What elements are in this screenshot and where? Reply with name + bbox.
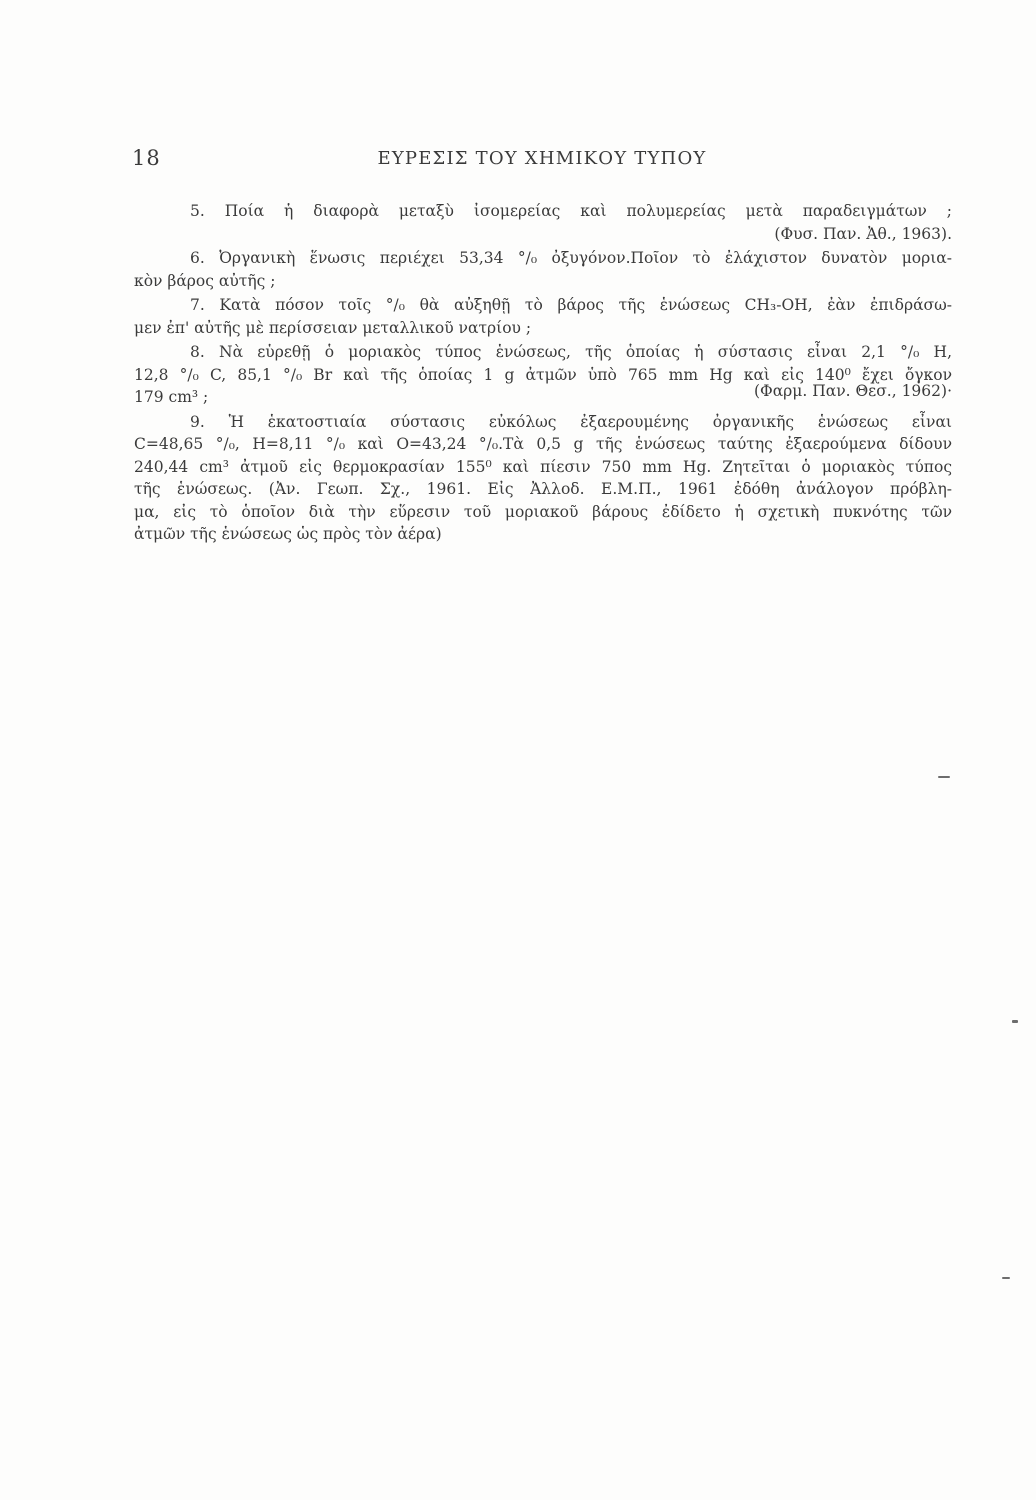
problem-line: 8. Νὰ εὑρεθῇ ὁ μοριακὸς τύπος ἑνώσεως, τῆς ὁποίας ἡ σύστασις εἶναι 2,1 °/₀ H,	[190, 343, 952, 361]
problem-line: 12,8 °/₀ C, 85,1 °/₀ Br καὶ τῆς ὁποίας 1 g ἀτμῶν ὑπὸ 765 mm Hg καὶ εἰς 140⁰ ἔχει ὄγκον	[134, 365, 952, 384]
problem-line: 6. Ὀργανικὴ ἕνωσις περιέχει 53,34 °/₀ ὀξυγόνον.Ποῖον τὸ ἐλάχιστον δυνατὸν μορια-	[190, 249, 952, 267]
problem-line: C=48,65 °/₀, H=8,11 °/₀ καὶ O=43,24 °/₀.Τὰ 0,5 g τῆς ἑνώσεως ταύτης ἐξαερούμενα δίδουν	[134, 435, 952, 453]
page-header	[132, 146, 952, 176]
running-title: ΕΥΡΕΣΙΣ ΤΟΥ ΧΗΜΙΚΟΥ ΤΥΠΟΥ	[377, 148, 707, 169]
problem-source: (Φαρμ. Παν. Θεσ., 1962)·	[753, 382, 952, 400]
problem-5	[134, 200, 952, 245]
problem-line: μα, εἰς τὸ ὁποῖον διὰ τὴν εὕρεσιν τοῦ μοριακοῦ βάρους ἐδίδετο ἡ σχετικὴ πυκνότης τῶν	[134, 502, 952, 521]
problem-source: (Φυσ. Παν. Ἀθ., 1963).	[774, 224, 952, 243]
problem-8	[134, 341, 952, 409]
problem-line: 5. Ποία ἡ διαφορὰ μεταξὺ ἰσομερείας καὶ πολυμερείας μετὰ παραδειγμάτων ;	[190, 202, 952, 220]
scan-speck	[1002, 1277, 1010, 1279]
problem-line: κὸν βάρος αὐτῆς ;	[134, 271, 276, 290]
page-number: 18	[132, 146, 161, 170]
problem-line: 7. Κατὰ πόσον τοῖς °/₀ θὰ αὐξηθῇ τὸ βάρος τῆς ἑνώσεως CH₃-OH, ἐὰν ἐπιδράσω-	[190, 296, 952, 314]
scan-speck	[1012, 1020, 1018, 1023]
problem-line: τῆς ἑνώσεως. (Ἀν. Γεωπ. Σχ., 1961. Εἰς Ἀλλοδ. Ε.Μ.Π., 1961 ἐδόθη ἀνάλογον πρόβλη-	[134, 480, 952, 498]
problem-line: 179 cm³ ;	[134, 388, 209, 406]
problem-line: μεν ἐπ' αὐτῆς μὲ περίσσειαν μεταλλικοῦ νατρίου ;	[134, 318, 532, 337]
problem-line: 9. Ἡ ἑκατοστιαία σύστασις εὐκόλως ἐξαερουμένης ὀργανικῆς ἑνώσεως εἶναι	[190, 412, 952, 431]
problem-9	[134, 411, 952, 546]
problem-list	[134, 200, 952, 546]
problem-line: ἀτμῶν τῆς ἑνώσεως ὡς πρὸς τὸν ἀέρα)	[134, 525, 442, 543]
problem-line: 240,44 cm³ ἀτμοῦ εἰς θερμοκρασίαν 155⁰ καὶ πίεσιν 750 mm Hg. Ζητεῖται ὁ μοριακὸς τύπος	[134, 457, 952, 476]
problem-7	[134, 294, 952, 339]
scan-speck	[938, 776, 950, 778]
problem-6	[134, 247, 952, 292]
